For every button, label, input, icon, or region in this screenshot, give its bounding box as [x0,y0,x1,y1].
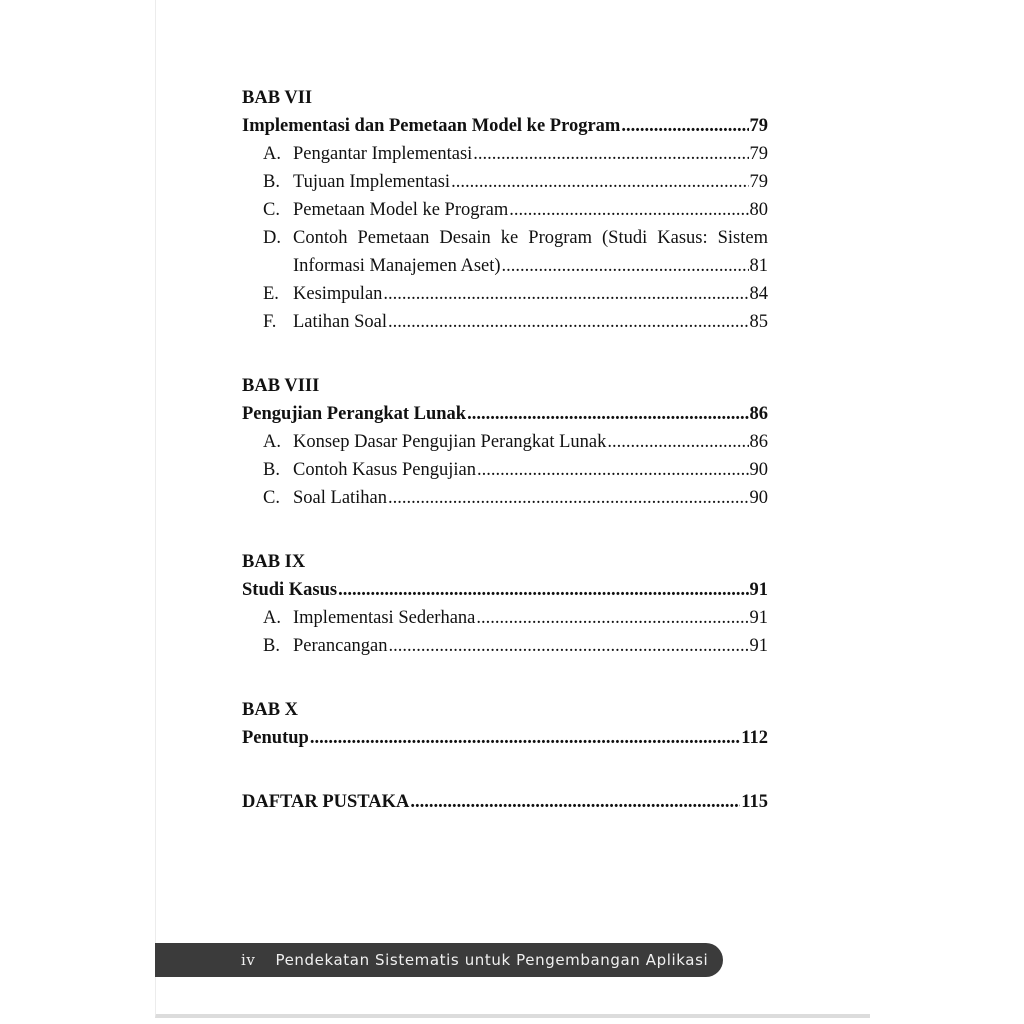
page-number: 79 [749,172,768,192]
item-letter: C. [263,488,280,508]
toc-item[interactable] [242,308,768,336]
item-letter: F. [263,312,277,332]
chapter-title: Penutup [242,728,309,748]
dot-leader [621,112,748,140]
toc-chapter-entry[interactable] [242,724,768,752]
page-number: 86 [749,432,768,452]
item-title: Perancangan [293,636,388,656]
page-number: 112 [741,728,768,748]
item-title: Konsep Dasar Pengujian Perangkat Lunak [293,432,607,452]
item-title-line-2: Informasi Manajemen Aset) [293,256,501,276]
chapter-title: Implementasi dan Pemetaan Model ke Program [242,116,621,136]
toc-item[interactable] [242,168,768,196]
toc-section-bab-9 [242,548,768,660]
page-number: 81 [749,256,768,276]
toc-chapter-entry[interactable] [242,400,768,428]
page-number: 91 [749,608,768,628]
item-title: Contoh Kasus Pengujian [293,460,476,480]
chapter-title: Studi Kasus [242,580,338,600]
item-letter: B. [263,172,280,192]
item-title-line-1: Contoh Pemetaan Desain ke Program (Studi Kasus: Sistem [293,228,768,248]
dot-leader [338,576,748,604]
page-number: 84 [749,284,768,304]
bab-heading: BAB X [242,700,299,720]
dot-leader [388,308,748,336]
dot-leader [476,604,748,632]
page-number: 79 [749,144,768,164]
page-number: 90 [749,488,768,508]
item-title: Tujuan Implementasi [293,172,451,192]
page-number: 90 [749,460,768,480]
dot-leader [607,428,748,456]
item-title: Soal Latihan [293,488,388,508]
toc-item[interactable] [242,196,768,224]
item-letter: D. [263,228,281,248]
chapter-title: Pengujian Perangkat Lunak [242,404,467,424]
toc-item-multiline[interactable] [242,224,768,252]
item-title: Pengantar Implementasi [293,144,473,164]
toc-chapter-entry[interactable] [242,788,768,816]
toc-section-bab-7 [242,84,768,336]
page-number: 86 [749,404,768,424]
page-number: 85 [749,312,768,332]
toc-chapter-entry[interactable] [242,576,768,604]
dot-leader [451,168,748,196]
dot-leader [383,280,748,308]
bab-heading: BAB VII [242,88,313,108]
page-number: 80 [749,200,768,220]
item-letter: A. [263,432,281,452]
toc-item-continuation[interactable] [242,252,768,280]
dot-leader [502,252,749,280]
item-title: Kesimpulan [293,284,383,304]
dot-leader [477,456,749,484]
toc-item[interactable] [242,280,768,308]
dot-leader [388,484,748,512]
item-letter: E. [263,284,279,304]
item-title: Pemetaan Model ke Program [293,200,509,220]
item-letter: B. [263,460,280,480]
item-title: Implementasi Sederhana [293,608,476,628]
dot-leader [509,196,748,224]
bab-heading: BAB IX [242,552,306,572]
dot-leader [389,632,749,660]
toc-item[interactable] [242,484,768,512]
page-number: 115 [741,792,768,812]
toc-section-bab-10 [242,696,768,752]
page-footer-bar [155,943,723,977]
toc-section-daftar-pustaka [242,788,768,816]
footer-book-title: Pendekatan Sistematis untuk Pengembangan Aplikasi [275,951,709,969]
page-number: 79 [749,116,768,136]
chapter-title: DAFTAR PUSTAKA [242,792,410,812]
item-letter: A. [263,608,281,628]
item-letter: C. [263,200,280,220]
dot-leader [310,724,740,752]
toc-item[interactable] [242,632,768,660]
toc-item[interactable] [242,604,768,632]
toc-item[interactable] [242,428,768,456]
toc-chapter-entry[interactable] [242,112,768,140]
page-number: 91 [749,580,768,600]
page-number: 91 [749,636,768,656]
toc-item[interactable] [242,140,768,168]
toc-section-bab-8 [242,372,768,512]
toc-item[interactable] [242,456,768,484]
dot-leader [410,788,740,816]
item-letter: A. [263,144,281,164]
item-title: Latihan Soal [293,312,388,332]
footer-page-number: iv [241,951,256,969]
table-of-contents [242,84,768,852]
item-letter: B. [263,636,280,656]
dot-leader [467,400,748,428]
bab-heading: BAB VIII [242,376,320,396]
dot-leader [473,140,748,168]
